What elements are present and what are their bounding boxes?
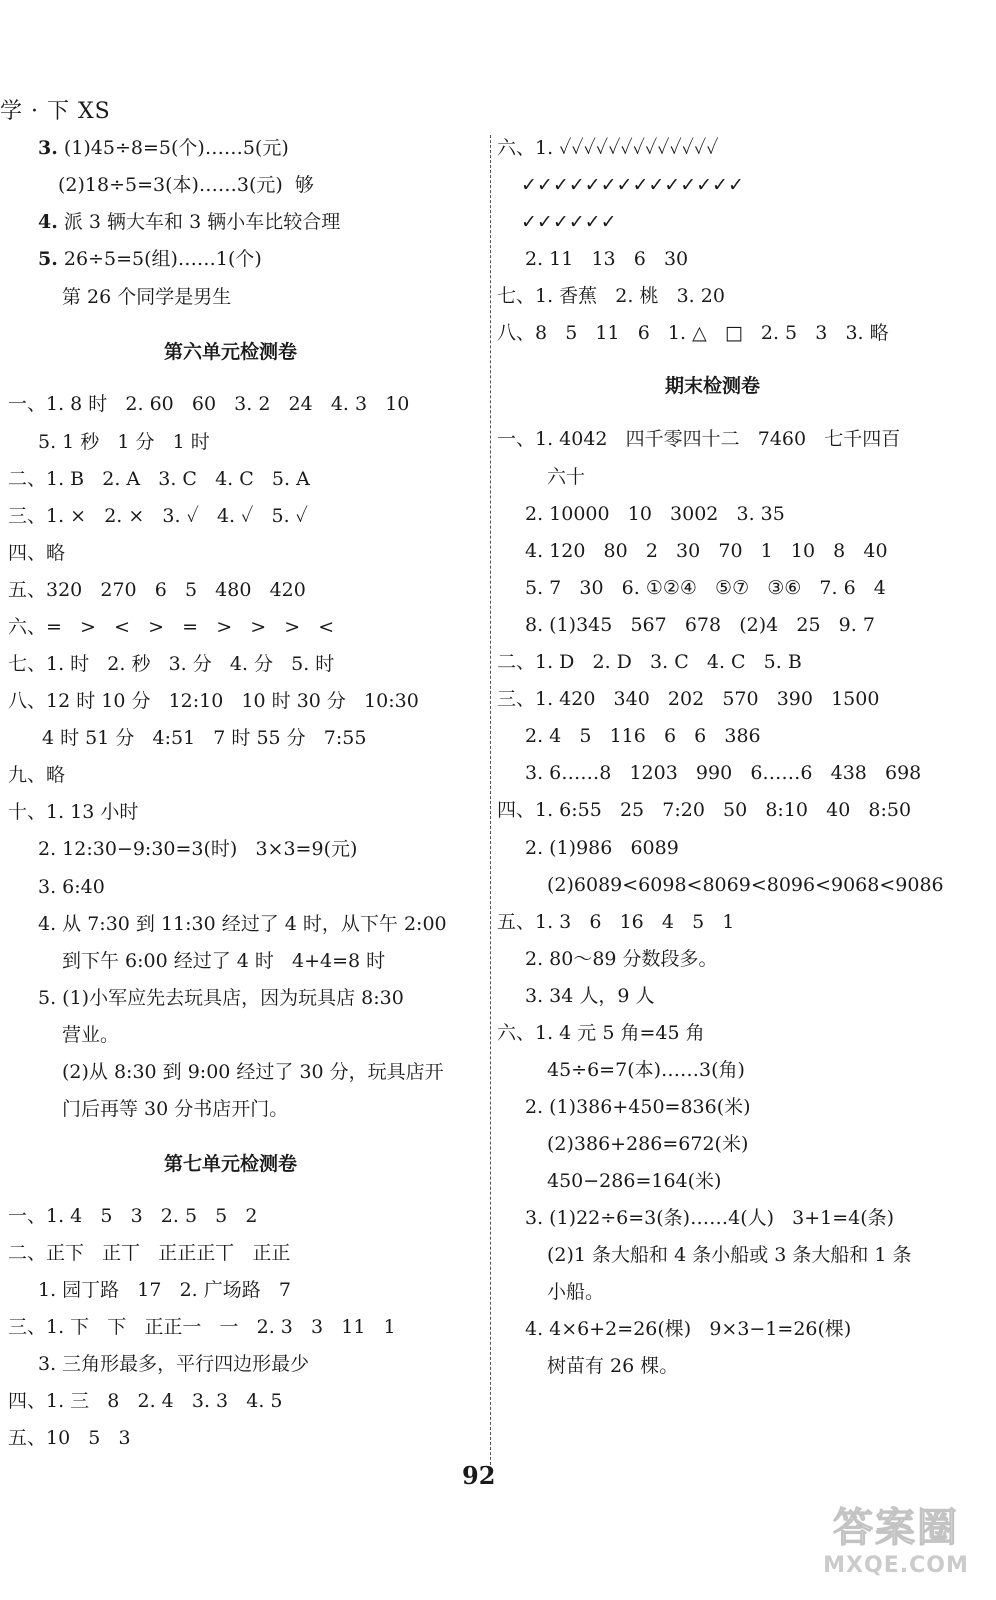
answer-line: (2)1 条大船和 4 条小船或 3 条大船和 1 条 bbox=[547, 1244, 912, 1266]
answer-line: 2. 11 13 6 30 bbox=[525, 248, 689, 270]
section-title-final: 期末检测卷 bbox=[665, 375, 761, 397]
answer-line: 八、12 时 10 分 12:10 10 时 30 分 10:30 bbox=[8, 690, 419, 712]
answer-line: 2. (1)986 6089 bbox=[525, 837, 679, 859]
answer-line: 8. (1)345 567 678 (2)4 25 9. 7 bbox=[525, 614, 875, 636]
answer-line: 3. (1)22÷6=3(条)……4(人) 3+1=4(条) bbox=[525, 1207, 895, 1229]
answer-line: 三、1. 420 340 202 570 390 1500 bbox=[497, 688, 880, 710]
answer-line: 4. 从 7:30 到 11:30 经过了 4 时，从下午 2:00 bbox=[38, 913, 447, 935]
answer-line: 四、略 bbox=[8, 542, 66, 564]
answer-line: 3. 34 人，9 人 bbox=[525, 985, 655, 1007]
answer-line: 1. 园丁路 17 2. 广场路 7 bbox=[38, 1279, 291, 1301]
answer-line: 5. 26÷5=5(组)……1(个) bbox=[38, 248, 262, 270]
answer-line: (2)386+286=672(米) bbox=[547, 1133, 749, 1155]
watermark-logo: 答案圈 bbox=[833, 1505, 959, 1551]
answer-line: 第 26 个同学是男生 bbox=[62, 286, 232, 308]
answer-line: 四、1. 三 8 2. 4 3. 3 4. 5 bbox=[8, 1390, 283, 1412]
answer-line: 450−286=164(米) bbox=[547, 1170, 722, 1192]
answer-line: 十、1. 13 小时 bbox=[8, 801, 139, 823]
answer-line: 七、1. 香蕉 2. 桃 3. 20 bbox=[497, 285, 725, 307]
section-title-unit7: 第七单元检测卷 bbox=[164, 1153, 298, 1175]
answer-line: 3. 6:40 bbox=[38, 876, 105, 898]
watermark-url: MXQE.COM bbox=[823, 1553, 969, 1578]
answer-line: 树苗有 26 棵。 bbox=[547, 1355, 679, 1377]
answer-line: 六、= > < > = > > > < bbox=[8, 616, 335, 638]
answer-line: 五、320 270 6 5 480 420 bbox=[8, 579, 306, 601]
answer-line: 一、1. 8 时 2. 60 60 3. 2 24 4. 3 10 bbox=[8, 393, 410, 415]
answer-line: 七、1. 时 2. 秒 3. 分 4. 分 5. 时 bbox=[8, 653, 335, 675]
answer-line: 4. 派 3 辆大车和 3 辆小车比较合理 bbox=[38, 211, 341, 233]
answer-line: 2. 10000 10 3002 3. 35 bbox=[525, 503, 785, 525]
answer-line: 2. (1)386+450=836(米) bbox=[525, 1096, 751, 1118]
question-number: 3. bbox=[38, 137, 58, 159]
answer-line: 二、1. D 2. D 3. C 4. C 5. B bbox=[497, 651, 802, 673]
answer-line: 45÷6=7(本)……3(角) bbox=[547, 1059, 745, 1081]
answer-line: 四、1. 6:55 25 7:20 50 8:10 40 8:50 bbox=[497, 799, 912, 821]
answer-line: 3. (1)45÷8=5(个)……5(元) bbox=[38, 137, 289, 159]
answer-line: 5. 7 30 6. ①②④ ⑤⑦ ③⑥ 7. 6 4 bbox=[525, 577, 886, 599]
answer-line: 2. 12:30−9:30=3(时) 3×3=9(元) bbox=[38, 838, 358, 860]
answer-line: 4. 120 80 2 30 70 1 10 8 40 bbox=[525, 540, 888, 562]
page-header: 学 · 下 XS bbox=[0, 99, 111, 124]
answer-line: 九、略 bbox=[8, 764, 66, 786]
question-number: 5. bbox=[38, 248, 58, 270]
page-number: 92 bbox=[462, 1461, 496, 1490]
answer-line: 六、1. 4 元 5 角=45 角 bbox=[497, 1022, 705, 1044]
answer-line: 营业。 bbox=[62, 1024, 120, 1046]
answer-line: 五、10 5 3 bbox=[8, 1427, 131, 1449]
answer-line: 5. 1 秒 1 分 1 时 bbox=[38, 431, 210, 453]
answer-line: 2. 80～89 分数段多。 bbox=[525, 948, 718, 970]
answer-line: 5. (1)小军应先去玩具店，因为玩具店 8:30 bbox=[38, 987, 404, 1009]
answer-line: 二、正下 正丅 正正正丅 正正 bbox=[8, 1242, 291, 1264]
answer-line: 一、1. 4 5 3 2. 5 5 2 bbox=[8, 1205, 258, 1227]
answer-line: 4 时 51 分 4:51 7 时 55 分 7:55 bbox=[42, 727, 367, 749]
answer-line: 一、1. 4042 四千零四十二 7460 七千四百 bbox=[497, 428, 901, 450]
column-divider bbox=[490, 135, 491, 1470]
answer-line: (2)6089<6098<8069<8096<9068<9086 bbox=[547, 874, 944, 896]
answer-line: 三、1. × 2. × 3. ✓ 4. ✓ 5. ✓ bbox=[8, 505, 308, 527]
answer-line: 八、8 5 11 6 1. △ □ 2. 5 3 3. 略 bbox=[497, 322, 889, 344]
answer-line: (2)从 8:30 到 9:00 经过了 30 分，玩具店开 bbox=[62, 1061, 444, 1083]
answer-line: 小船。 bbox=[547, 1281, 605, 1303]
answer-line: ✓✓✓✓✓✓ bbox=[521, 211, 617, 233]
answer-line: (2)18÷5=3(本)……3(元) 够 bbox=[58, 174, 314, 196]
answer-line: 3. 三角形最多，平行四边形最少 bbox=[38, 1353, 310, 1375]
answer-line: 二、1. B 2. A 3. C 4. C 5. A bbox=[8, 468, 310, 490]
answer-line: 五、1. 3 6 16 4 5 1 bbox=[497, 911, 735, 933]
answer-line: 六十 bbox=[547, 466, 586, 488]
answer-line: 三、1. 下 下 正正一 一 2. 3 3 11 1 bbox=[8, 1316, 396, 1338]
answer-line: 3. 6……8 1203 990 6……6 438 698 bbox=[525, 762, 922, 784]
answer-line: 4. 4×6+2=26(棵) 9×3−1=26(棵) bbox=[525, 1318, 852, 1340]
answer-line: 门后再等 30 分书店开门。 bbox=[62, 1098, 289, 1120]
answer-line: 2. 4 5 116 6 6 386 bbox=[525, 725, 761, 747]
answer-line: 到下午 6:00 经过了 4 时 4+4=8 时 bbox=[62, 950, 386, 972]
answer-line: 六、1. ✓✓✓✓✓✓✓✓✓✓✓✓✓ bbox=[497, 137, 719, 159]
watermark bbox=[806, 1496, 986, 1596]
question-number: 4. bbox=[38, 211, 58, 233]
section-title-unit6: 第六单元检测卷 bbox=[164, 341, 298, 363]
answer-line: ✓✓✓✓✓✓✓✓✓✓✓✓✓✓ bbox=[521, 174, 744, 196]
